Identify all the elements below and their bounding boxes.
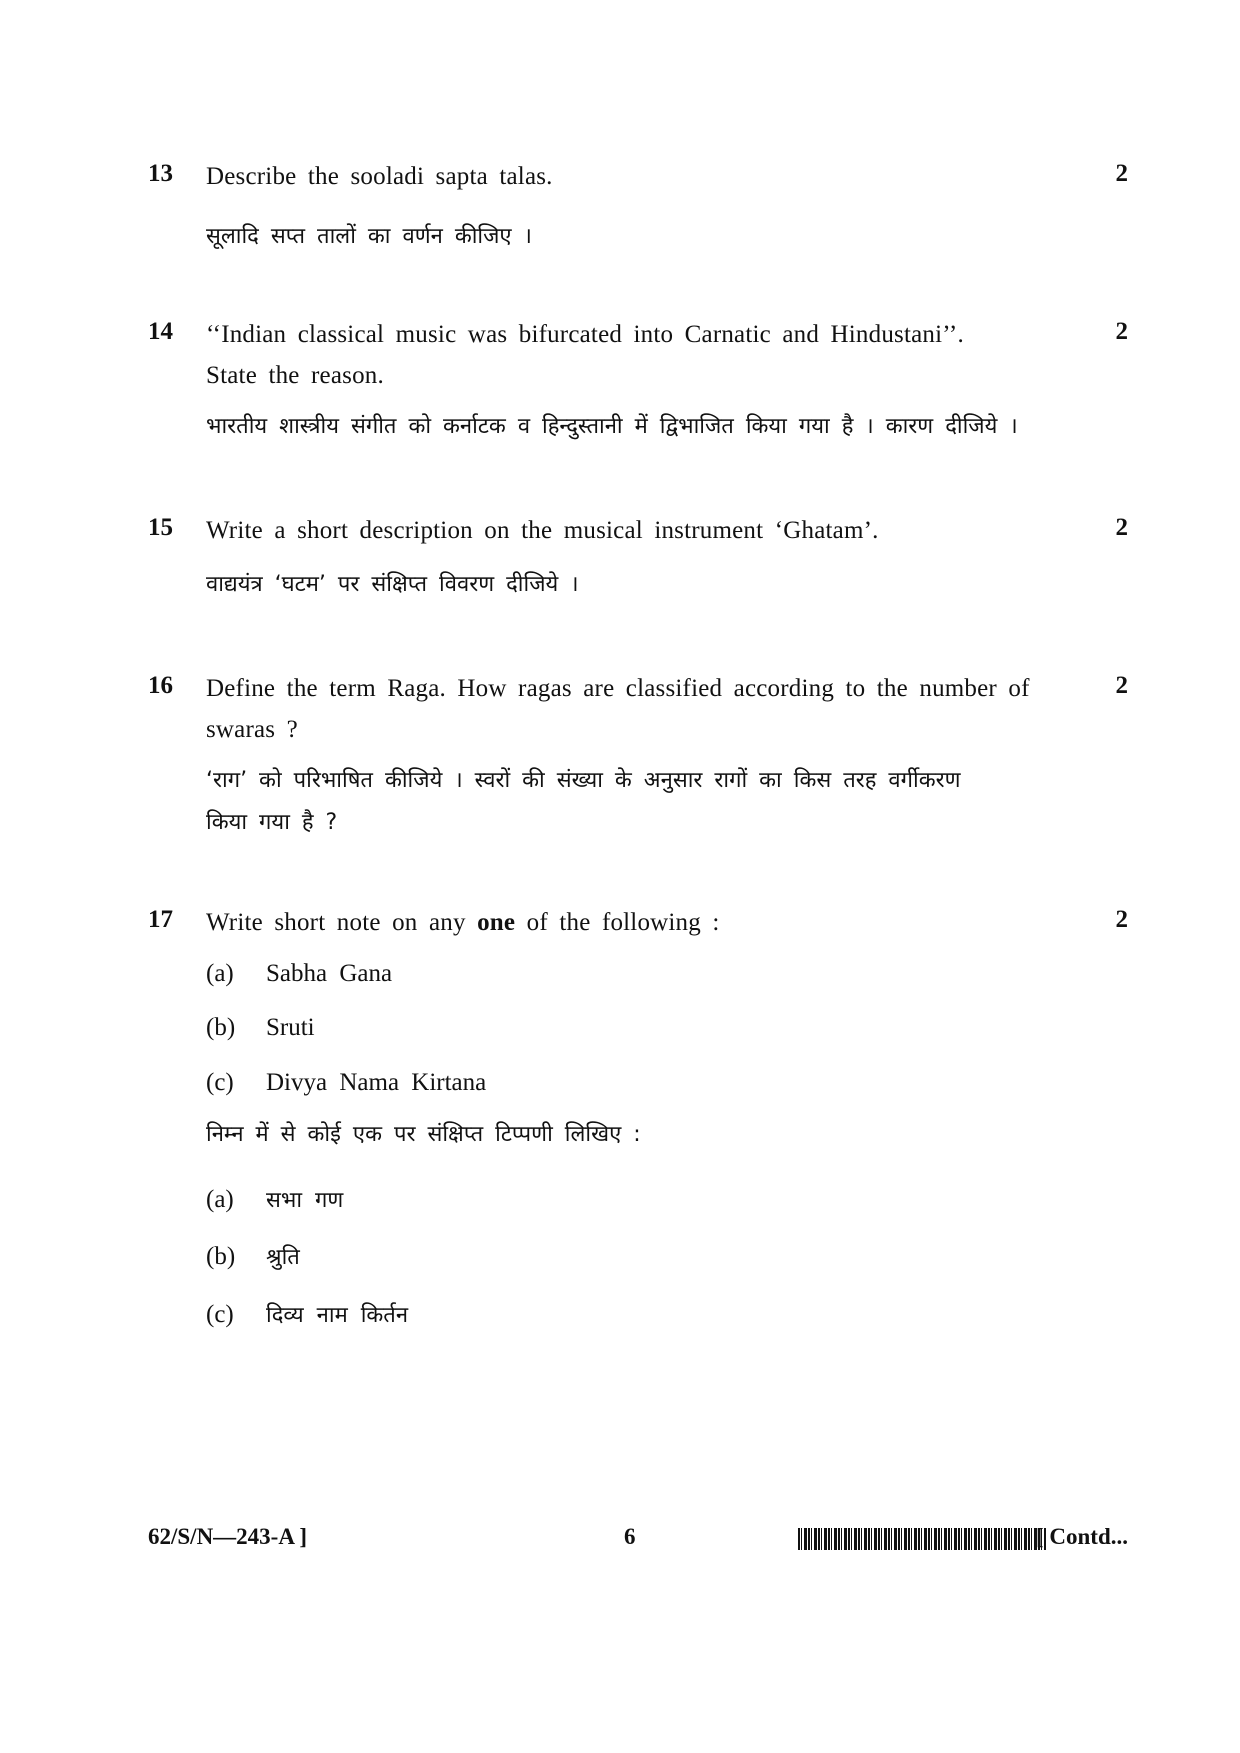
option-label: (a)	[206, 960, 234, 987]
page-number: 6	[624, 1524, 636, 1549]
option-label: (b)	[206, 1014, 236, 1041]
option-b-english	[206, 1014, 315, 1042]
question-text-hindi: निम्न में से कोई एक पर संक्षिप्त टिप्पणी लिखिए :	[206, 1122, 641, 1147]
question-text-line: Define the term Raga. How ragas are classified according to the number of	[206, 675, 1030, 702]
question-text-part: of the following :	[526, 909, 720, 936]
option-c-english	[206, 1069, 486, 1097]
question-text-hindi: वाद्ययंत्र ‘घटम’ पर संक्षिप्त विवरण दीजिये ।	[206, 572, 579, 597]
option-text: Sabha Gana	[266, 960, 393, 987]
question-number: 14	[148, 318, 173, 345]
question-marks: 2	[1115, 160, 1128, 187]
page-footer	[148, 1524, 1128, 1556]
option-text: Divya Nama Kirtana	[266, 1069, 487, 1096]
question-marks: 2	[1115, 318, 1128, 345]
question-number: 16	[148, 672, 173, 699]
question-number: 13	[148, 160, 173, 187]
question-text-english	[206, 314, 1056, 396]
option-b-hindi	[206, 1241, 300, 1271]
question-text-hindi: सूलादि सप्त तालों का वर्णन कीजिए ।	[206, 224, 532, 249]
question-text-line: ‘राग’ को परिभाषित कीजिये । स्वरों की संख्या के अनुसार रागों का किस तरह वर्गीकरण	[206, 768, 961, 793]
option-text: Sruti	[266, 1014, 315, 1041]
question-marks: 2	[1115, 514, 1128, 541]
question-marks: 2	[1115, 672, 1128, 699]
question-text-line: किया गया है ?	[206, 810, 338, 835]
question-text-english	[206, 902, 1056, 943]
option-a-english	[206, 960, 392, 988]
barcode-icon	[798, 1528, 1046, 1550]
option-text: श्रुति	[266, 1245, 300, 1270]
question-text-hindi	[206, 760, 1086, 844]
option-text: दिव्य नाम किर्तन	[266, 1303, 409, 1328]
question-number: 17	[148, 906, 173, 933]
question-text-english	[206, 668, 1086, 750]
question-text-emphasis: one	[477, 909, 516, 936]
question-text-english: Write a short description on the musical instrument ‘Ghatam’.	[206, 517, 879, 544]
question-number: 15	[148, 514, 173, 541]
continued-marker: [ Contd...	[1035, 1524, 1128, 1549]
option-a-hindi	[206, 1184, 343, 1214]
question-text-line: State the reason.	[206, 362, 384, 389]
option-text: सभा गण	[266, 1188, 344, 1213]
option-c-hindi	[206, 1299, 408, 1329]
question-text-part: Write short note on any	[206, 909, 466, 936]
option-label: (c)	[206, 1301, 234, 1328]
question-text-hindi: भारतीय शास्त्रीय संगीत को कर्नाटक व हिन्दुस्तानी में द्विभाजित किया गया है । कारण दीजिये ।	[206, 414, 1018, 439]
option-label: (a)	[206, 1186, 234, 1213]
question-marks: 2	[1115, 906, 1128, 933]
option-label: (b)	[206, 1243, 236, 1270]
question-text-line: swaras ?	[206, 716, 298, 743]
question-text-line: ‘‘Indian classical music was bifurcated into Carnatic and Hindustani’’.	[206, 321, 964, 348]
question-text-english: Describe the sooladi sapta talas.	[206, 163, 553, 190]
paper-code: 62/S/N—243-A ]	[148, 1524, 308, 1549]
option-label: (c)	[206, 1069, 234, 1096]
